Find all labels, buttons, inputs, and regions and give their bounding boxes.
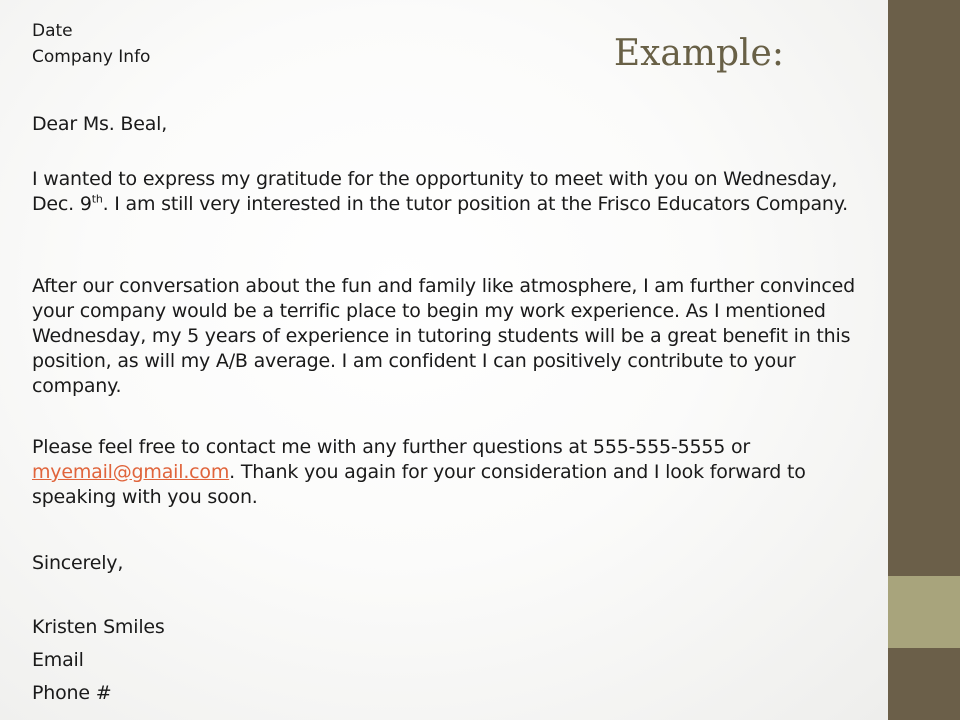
email-link[interactable]: myemail@gmail.com [32,461,230,483]
signature-email: Email [32,649,84,671]
letter-paragraph-1 [32,167,880,217]
paragraph-1-text: I wanted to express my gratitude for the opportunity to meet with you on Wednesday, Dec. 9 [32,168,838,215]
signature-name: Kristen Smiles [32,616,165,638]
closing: Sincerely, [32,552,124,574]
side-band-top [888,0,960,576]
letter-paragraph-3 [32,435,880,510]
date-label: Date [32,21,73,41]
letter-paragraph-2: After our conversation about the fun and family like atmosphere, I am further convinced your company would be a terrific place to begin my work experience. As I mentioned Wednesday, my 5 years of experience in tutoring students will be a great benefit in this position, as will my A/B average. I am confident I can positively contribute to your company. [32,275,855,397]
side-band-middle [888,576,960,648]
side-band-bottom [888,648,960,720]
company-info-label: Company Info [32,47,151,67]
ordinal-suffix: th [91,192,103,206]
salutation: Dear Ms. Beal, [32,113,168,135]
paragraph-3-text-end: . Thank you again for your consideration and I look forward to speaking with you soon. [32,461,806,508]
paragraph-3-text: Please feel free to contact me with any further questions at 555-555-5555 or [32,436,750,458]
paragraph-1-text-end: . I am still very interested in the tutor position at the Frisco Educators Company. [102,193,848,215]
side-band [888,0,960,720]
signature-phone: Phone # [32,682,112,704]
slide-title: Example: [613,33,784,74]
